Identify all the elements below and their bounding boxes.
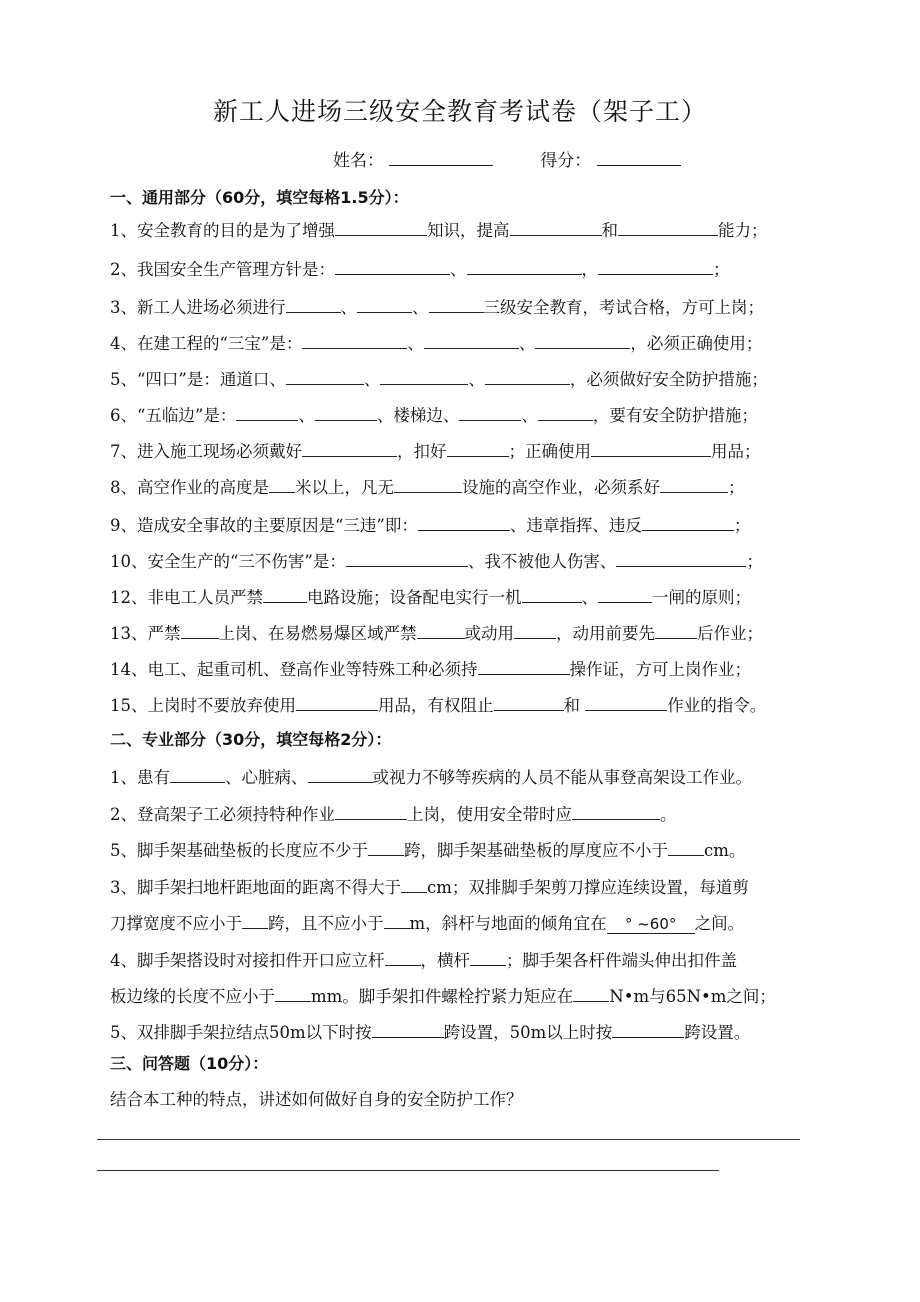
score-input[interactable]	[597, 147, 681, 166]
fill-blank[interactable]	[335, 257, 450, 275]
fill-blank[interactable]	[616, 549, 746, 567]
question-text: 跨设置。	[684, 1023, 751, 1042]
fill-blank[interactable]	[522, 585, 582, 603]
question-text: 9、造成安全事故的主要原因是“三违”即：	[110, 516, 418, 535]
question-text: 、心脏病、	[225, 768, 308, 787]
question-line	[110, 548, 763, 572]
question-line	[110, 983, 776, 1007]
question-text: 用品，有权阻止	[378, 696, 494, 715]
question-text: 、楼梯边、	[376, 406, 460, 425]
question-text: 、	[581, 588, 598, 607]
question-line	[110, 402, 758, 426]
question-text: 12、非电工人员严禁	[110, 588, 263, 607]
question-text: 、	[518, 334, 536, 353]
question-text: 、我不被他人伤害、	[467, 552, 617, 571]
question-text: ，横杆	[420, 951, 470, 970]
fill-blank[interactable]	[417, 621, 465, 639]
question-text: 后作业；	[697, 624, 763, 643]
question-text: 用品；	[711, 442, 761, 461]
question-text: ，必须正确使用；	[630, 334, 763, 353]
fill-blank[interactable]	[655, 621, 697, 639]
question-line	[110, 584, 751, 608]
question-line	[110, 330, 762, 354]
fill-blank[interactable]	[467, 257, 582, 275]
question-line	[110, 801, 677, 825]
fill-blank[interactable]	[514, 621, 556, 639]
fill-blank[interactable]	[478, 657, 570, 675]
question-line	[110, 294, 764, 318]
question-text: 电路设施；设备配电实行一机	[307, 588, 522, 607]
fill-blank[interactable]	[380, 367, 468, 385]
question-text: 刀撑宽度不应小于	[110, 914, 242, 933]
question-text: 1、患有	[110, 768, 170, 787]
fill-blank[interactable]	[394, 475, 462, 493]
question-text: 4、脚手架搭设时对接扣件开口应立杆	[110, 951, 385, 970]
question-text: ；	[728, 478, 745, 497]
question-text: 2、我国安全生产管理方针是：	[110, 260, 335, 279]
question-text: 、	[412, 298, 429, 317]
fill-blank[interactable]	[598, 257, 713, 275]
fill-blank[interactable]	[385, 948, 421, 966]
fill-blank[interactable]	[485, 367, 570, 385]
question-line	[110, 256, 730, 280]
question-text: 跨，且不应小于	[268, 914, 384, 933]
question-text: mm。脚手架扣件螺栓拧紧力矩应在	[311, 987, 574, 1006]
section-header: 三、问答题（10分）：	[110, 1054, 269, 1073]
question-text: ；	[746, 552, 763, 571]
fill-blank[interactable]	[585, 693, 667, 711]
fill-blank[interactable]	[296, 693, 378, 711]
question-line	[110, 910, 744, 934]
name-score-row	[333, 146, 681, 171]
question-text: 操作证，方可上岗作业；	[569, 660, 751, 679]
question-text: ，	[581, 260, 598, 279]
fill-blank[interactable]	[660, 475, 728, 493]
question-text: 13、严禁	[110, 624, 181, 643]
fill-blank[interactable]	[286, 367, 364, 385]
question-text: 3、脚手架扫地杆距地面的距离不得大于	[110, 878, 401, 897]
question-text: ；	[733, 516, 751, 535]
question-text: 之间。	[694, 914, 745, 933]
question-text: 5、双排脚手架拉结点50m以下时按	[110, 1023, 372, 1042]
fill-blank[interactable]	[269, 475, 295, 493]
question-line	[110, 764, 752, 788]
fill-blank[interactable]	[335, 218, 427, 236]
fill-blank[interactable]	[368, 838, 404, 856]
question-text: 作业的指令。	[667, 696, 767, 715]
question-text: ；	[713, 260, 730, 279]
question-line	[110, 837, 745, 861]
question-text: 板边缘的长度不应小于	[110, 987, 275, 1006]
question-text: 、	[363, 370, 381, 389]
question-text: 。	[660, 805, 677, 824]
question-text: 上岗、在易燃易爆区域严禁	[218, 624, 417, 643]
fill-blank[interactable]	[357, 295, 412, 313]
fill-blank[interactable]	[618, 218, 718, 236]
question-line	[110, 1086, 523, 1110]
fill-blank[interactable]	[538, 403, 593, 421]
section-header: 二、专业部分（30分，填空每格2分）：	[110, 730, 392, 749]
question-line	[110, 692, 766, 716]
fill-blank[interactable]	[612, 1020, 684, 1038]
fill-blank[interactable]	[459, 403, 521, 421]
fill-blank[interactable]	[572, 802, 660, 820]
question-text: 、	[521, 406, 538, 425]
question-text: 10、安全生产的“三不伤害”是：	[110, 552, 346, 571]
fill-blank[interactable]	[372, 1020, 444, 1038]
fill-blank[interactable]	[429, 295, 484, 313]
fill-blank[interactable]	[384, 911, 410, 929]
fill-blank[interactable]	[447, 439, 509, 457]
question-text: 15、上岗时不要放弃使用	[110, 696, 296, 715]
fill-blank[interactable]	[242, 911, 268, 929]
fill-blank[interactable]	[286, 295, 341, 313]
question-text: 、违章指挥、违反	[509, 516, 642, 535]
question-text: 8、高空作业的高度是	[110, 478, 269, 497]
question-text: 2、登高架子工必须持特种作业	[110, 805, 335, 824]
question-text: 结合本工种的特点，讲述如何做好自身的安全防护工作？	[110, 1090, 523, 1109]
question-text: cm；双排脚手架剪刀撑应连续设置，每道剪	[427, 878, 749, 897]
question-line	[110, 474, 745, 498]
fill-blank[interactable]	[591, 439, 711, 457]
name-label: 姓名：	[333, 151, 384, 171]
question-line	[110, 366, 768, 390]
question-text: ，要有安全防护措施；	[592, 406, 758, 425]
score-label: 得分：	[540, 151, 592, 171]
fill-blank[interactable]	[302, 439, 397, 457]
fill-blank[interactable]	[535, 331, 630, 349]
question-text: 或视力不够等疾病的人员不能从事登高架设工作业。	[372, 768, 752, 787]
question-text: 6、“五临边”是：	[110, 406, 237, 425]
fill-blank[interactable]	[346, 549, 468, 567]
question-line	[110, 438, 761, 462]
question-line	[110, 620, 763, 644]
fill-blank[interactable]	[510, 218, 602, 236]
question-line	[110, 217, 768, 241]
fill-blank[interactable]	[642, 513, 734, 531]
question-text: 、	[407, 334, 424, 353]
question-text: 米以上，凡无	[295, 478, 394, 497]
question-line	[110, 874, 749, 898]
question-text: 知识，提高	[427, 221, 510, 240]
question-text: 上岗，使用安全带时应	[407, 805, 572, 824]
question-line	[110, 947, 737, 971]
question-line	[110, 512, 750, 536]
question-text: 或动用	[464, 624, 514, 643]
question-text: 和	[563, 696, 586, 715]
question-text: 能力；	[718, 221, 768, 240]
question-line	[110, 656, 751, 680]
fill-blank[interactable]	[236, 403, 298, 421]
question-text: 4、在建工程的“三宝”是：	[110, 334, 303, 353]
question-text: 5、“四口”是：通道口、	[110, 370, 286, 389]
question-text: ，动用前要先	[556, 624, 655, 643]
question-text: 1、安全教育的目的是为了增强	[110, 221, 335, 240]
question-text: 、	[468, 370, 485, 389]
question-text: m，斜杆与地面的倾角宜在	[409, 914, 607, 933]
fill-blank[interactable]	[308, 765, 373, 783]
question-text: 跨，脚手架基础垫板的厚度应不小于	[404, 841, 668, 860]
question-text: ；正确使用	[508, 442, 591, 461]
question-text: 5、脚手架基础垫板的长度应不少于	[110, 841, 368, 860]
question-text: 7、进入施工现场必须戴好	[110, 442, 302, 461]
fill-blank[interactable]	[668, 838, 704, 856]
fill-blank[interactable]	[181, 621, 219, 639]
question-text: 3、新工人进场必须进行	[110, 298, 286, 317]
question-text: 、	[340, 298, 357, 317]
fill-blank[interactable]	[470, 948, 506, 966]
fill-blank[interactable]	[418, 513, 510, 531]
question-text: N•m与65N•m之间；	[609, 987, 776, 1006]
question-text: 跨设置，50m以上时按	[443, 1023, 613, 1042]
section-header: 一、通用部分（60分，填空每格1.5分）：	[110, 188, 409, 207]
question-line	[110, 1019, 750, 1043]
fill-blank[interactable]	[275, 984, 311, 1002]
fill-blank[interactable]	[335, 802, 407, 820]
fill-blank[interactable]: ° ~60°	[607, 916, 695, 934]
question-text: 设施的高空作业，必须系好	[462, 478, 660, 497]
question-text: 一闸的原则；	[652, 588, 751, 607]
question-text: ，必须做好安全防护措施；	[569, 370, 768, 389]
fill-blank[interactable]	[401, 875, 427, 893]
fill-blank[interactable]	[573, 984, 609, 1002]
question-text: 和	[601, 221, 618, 240]
fill-blank[interactable]	[170, 765, 225, 783]
fill-blank[interactable]	[494, 693, 564, 711]
question-text: 三级安全教育，考试合格，方可上岗；	[483, 298, 764, 317]
name-input[interactable]	[389, 147, 493, 166]
fill-blank[interactable]	[302, 331, 407, 349]
fill-blank[interactable]	[263, 585, 307, 603]
question-text: cm。	[704, 841, 746, 860]
question-text: 14、电工、起重司机、登高作业等特殊工种必须持	[110, 660, 478, 679]
answer-line[interactable]	[97, 1170, 719, 1171]
fill-blank[interactable]	[315, 403, 377, 421]
fill-blank[interactable]	[598, 585, 652, 603]
page-title: 新工人进场三级安全教育考试卷（架子工）	[212, 97, 707, 126]
question-text: ；脚手架各杆件端头伸出扣件盖	[506, 951, 737, 970]
question-text: ，扣好	[397, 442, 447, 461]
question-text: 、	[450, 260, 467, 279]
fill-blank[interactable]	[424, 331, 519, 349]
answer-line[interactable]	[97, 1139, 800, 1140]
question-text: 、	[298, 406, 315, 425]
